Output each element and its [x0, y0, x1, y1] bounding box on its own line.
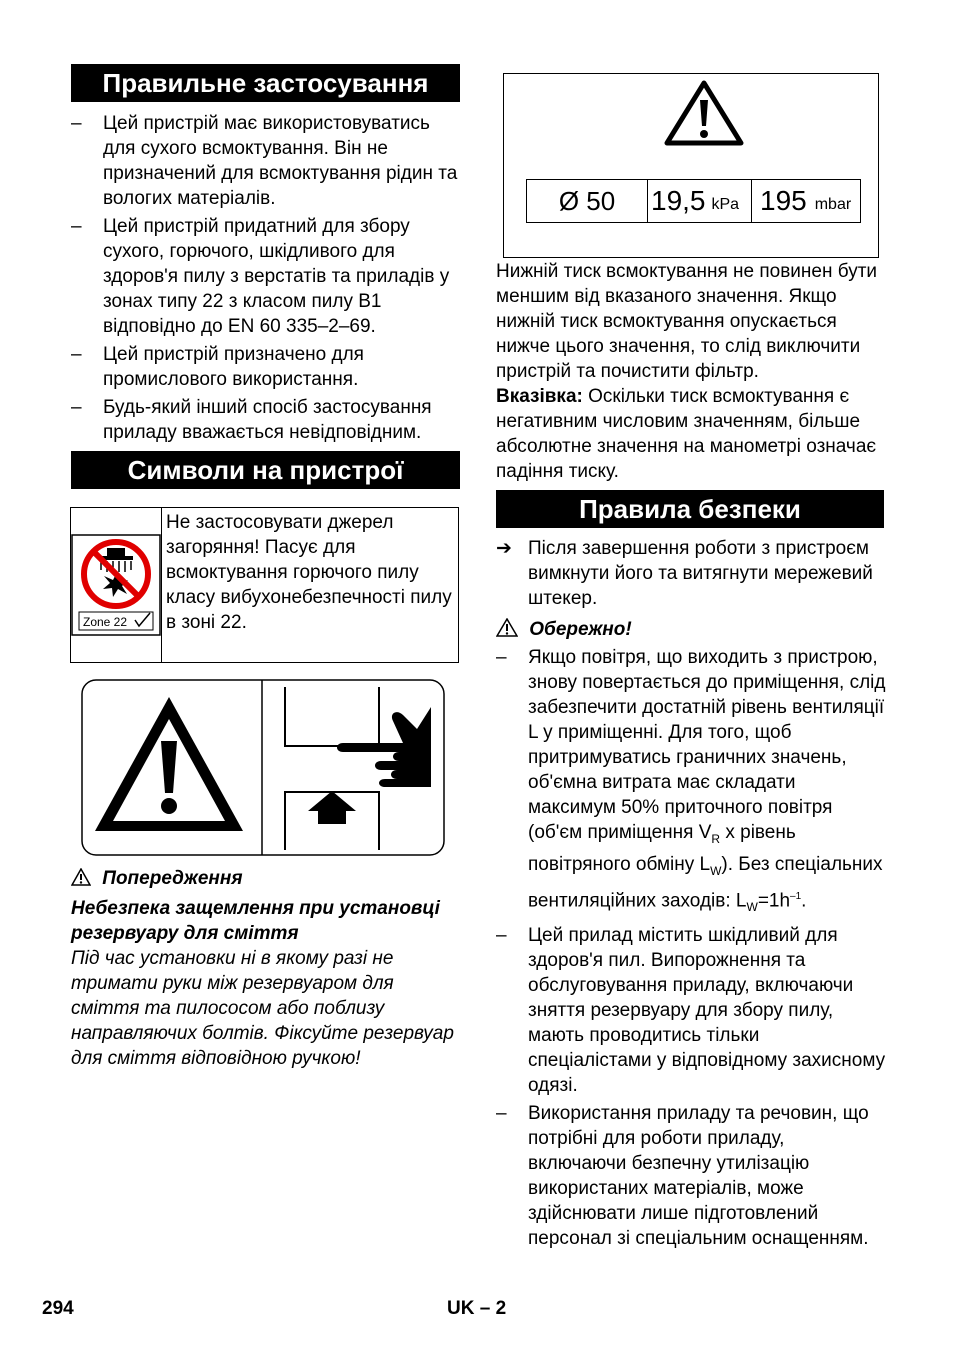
list-item: – Цей прилад містить шкідливий для здоров'я пил. Випорожнення та обслуговування приладу, включаючи зняття резервуару для збору пилу, мають проводитись тільки спеціалістами у відповідному захисному одязі. [496, 924, 886, 1096]
list-item: – Цей пристрій призначено для промислового використання. [71, 344, 364, 390]
safety-list [496, 645, 888, 1254]
heading-proper-use: Правильне застосування [71, 64, 460, 102]
warning-small-icon [496, 618, 518, 637]
pressure-mbar: 195 mbar [760, 185, 852, 216]
svg-text:Zone 22: Zone 22 [83, 615, 128, 629]
pressure-value-row [526, 179, 861, 223]
warning-title: Небезпека защемлення при установці резервуару для сміття [71, 898, 440, 944]
list-item: – Будь-який інший спосіб застосування приладу вважається невідповідним. [71, 397, 432, 443]
pressure-paragraph: Нижній тиск всмоктування не повинен бути меншим від вказаного значення. Якщо нижній тиск всмоктування опускається нижче цього значення, то слід виключити пристрій та почистити фільтр. [496, 261, 878, 382]
list-item: – Цей пристрій придатний для збору сухого, горючого, шкідливого для здоров'я пилу з верстатів та приладів у зонах типу 22 з класом пилу В1 відповідно до EN 60 335–2–69. [71, 216, 450, 337]
proper-use-list [71, 111, 463, 448]
no-ignition-symbol-cell [71, 508, 162, 662]
warning-heading: Попередження [71, 866, 463, 891]
no-ignition-description: Не застосовувати джерел загоряння! Пасує для всмоктування горючого пилу класу вибухонебезпечності пилу в зоні 22. [166, 512, 452, 633]
list-item: – Якщо повітря, що виходить з пристрою, знову повертається до приміщення, слід забезпечити достатній рівень вентиляції L у приміщенні. Для того, щоб притримуватись граничних значень, об'ємна витрата має складати максимум 50% приточного повітря (об'єм приміщення $V_R$ x рівень повітряного обміну $L_W$). Без спеціальних вентиляційних заходів: $L_W=1h^{-1}$. [496, 647, 886, 914]
arrow-right-icon: ➔ [496, 538, 512, 559]
hose-diameter: Ø 50 [527, 180, 648, 222]
caution-heading: Обережно! [496, 617, 888, 642]
warning-text: Під час установки ні в якому разі не тримати руки між резервуаром для сміття та пилососом або поблизу направляючих болтів. Фіксуйте резервуар для сміття відповідною ручкою! [71, 948, 454, 1069]
list-item: – Цей пристрій має використовуватись для сухого всмоктування. Він не призначений для всмоктування рідин та вологих матеріалів. [71, 113, 458, 209]
section-label: UK – 2 [447, 1298, 507, 1319]
arrow-instruction: ➔ Після завершення роботи з пристроєм вимкнути його та витягнути мережевий штекер. [496, 538, 873, 609]
symbol-table [70, 507, 459, 663]
page-number: 294 [42, 1298, 74, 1319]
pressure-kpa: 19,5 kPa [648, 180, 752, 222]
note-paragraph: Вказівка: Оскільки тиск всмоктування є негативним числовим значенням, більше абсолютне значення на манометрі означає падіння тиску. [496, 386, 877, 482]
warning-small-icon [71, 868, 91, 886]
no-ignition-zone22-icon [71, 534, 161, 636]
warning-triangle-icon [664, 80, 744, 146]
pinch-hazard-pictogram [81, 679, 445, 856]
heading-safety: Правила безпеки [496, 490, 884, 528]
list-item: – Використання приладу та речовин, що потрібні для роботи приладу, включаючи безпечну утилізацію використаних матеріалів, може здійснювати лише підготовлений персонал зі спеціальним оснащенням. [496, 1102, 869, 1249]
heading-symbols: Символи на пристрої [71, 451, 460, 489]
